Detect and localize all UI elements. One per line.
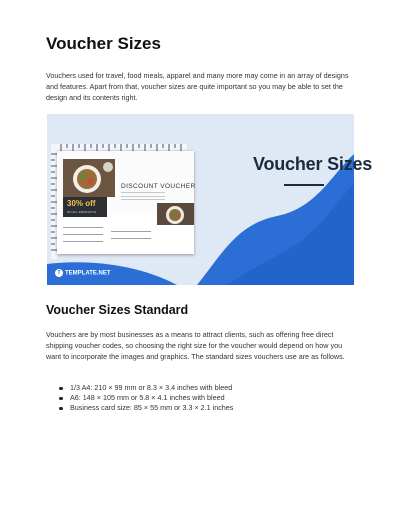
brand-logo — [55, 269, 111, 277]
banner-title: Voucher Sizes — [253, 154, 373, 174]
food-photo — [63, 159, 115, 197]
voucher-field-line — [63, 227, 103, 228]
food-photo-small — [157, 203, 194, 225]
voucher-label: DISCOUNT VOUCHER — [121, 183, 196, 190]
voucher-field-line — [63, 241, 103, 242]
banner-title-underline — [284, 184, 324, 186]
intro-paragraph: Vouchers used for travel, food meals, apparel and many more may come in an array of designs and features. Apart from that, voucher sizes are quite important so you may be able to set the design and its contents right. — [46, 71, 349, 102]
list-item-text: 1/3 A4: 210 × 99 mm or 8.3 × 3.4 inches with bleed — [70, 383, 233, 392]
list-item-text: A6: 148 × 105 mm or 5.8 × 4.1 inches with bleed — [70, 393, 225, 402]
voucher-field-line — [111, 238, 151, 239]
section-paragraph: Vouchers are by most businesses as a means to attract clients, such as offering free direct shipping voucher codes, so choosing the right size for the voucher would depend on how you want to incorporate the images and graphics. The standard sizes vouchers use are as follows. — [46, 330, 345, 361]
voucher-field-line — [63, 234, 103, 235]
bullet-icon — [59, 387, 63, 391]
voucher-field-line — [111, 231, 151, 232]
template-logo-icon: T — [55, 269, 63, 277]
list-item — [46, 393, 233, 403]
size-list — [46, 383, 233, 413]
bullet-icon — [59, 407, 63, 411]
voucher-offer-percent: 30% off — [67, 199, 96, 208]
page-title: Voucher Sizes — [46, 34, 161, 53]
list-item — [46, 403, 233, 413]
voucher-mockup — [57, 151, 194, 254]
voucher-offer-subtext: ON ALL PRODUCTS — [67, 210, 97, 214]
voucher-text-lines — [121, 192, 165, 203]
section-heading: Voucher Sizes Standard — [46, 303, 189, 317]
list-item — [46, 383, 233, 393]
voucher-offer-tag — [63, 197, 107, 217]
list-item-text: Business card size: 85 × 55 mm or 3.3 × 2.1 inches — [70, 403, 234, 412]
bullet-icon — [59, 397, 63, 401]
brand-name: TEMPLATE.NET — [65, 270, 111, 277]
